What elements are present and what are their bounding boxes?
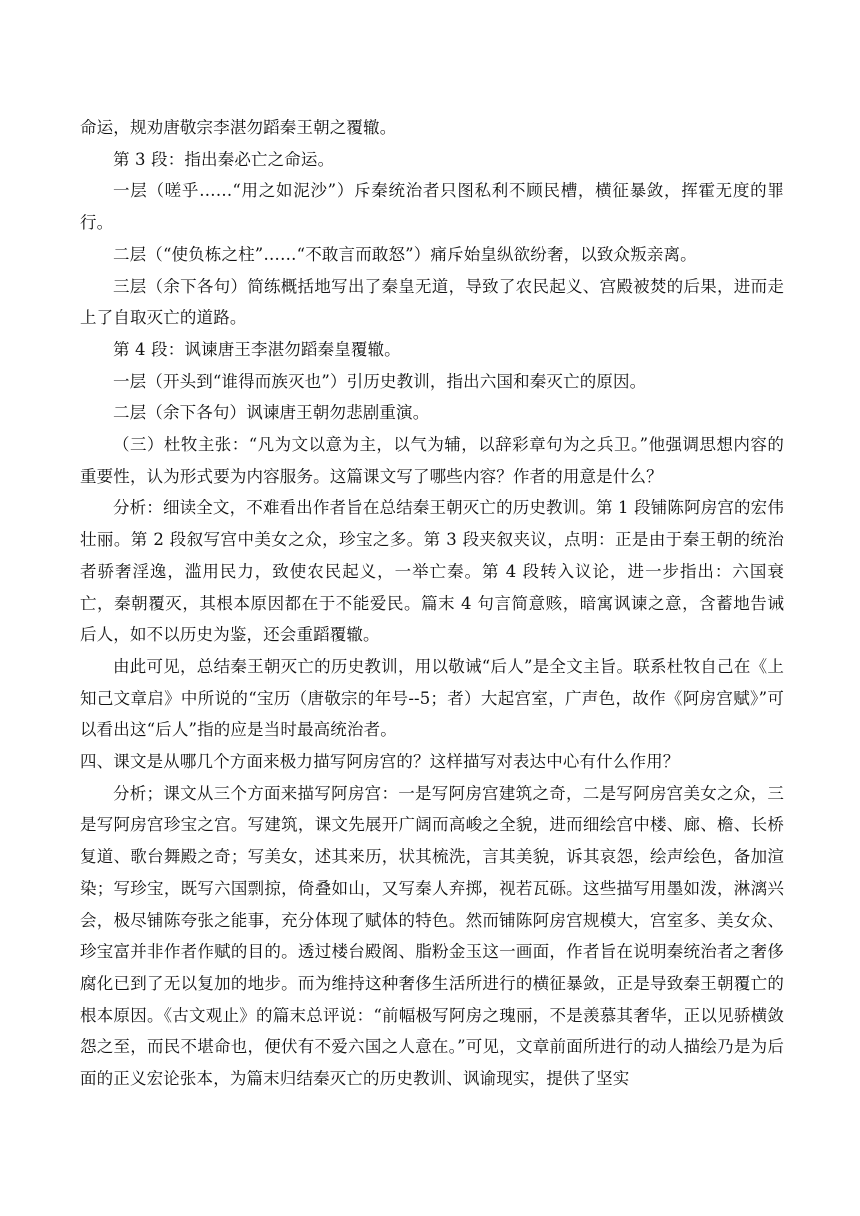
- paragraph-conclusion-3: 由此可见，总结秦王朝灭亡的历史教训，用以敬诫“后人”是全文主旨。联系杜牧自己在《上知己文章启》中所说的“宝历（唐敬宗的年号--5；者）大起宫室，广声色，故作《阿房宫赋》”可以看出这“后人”指的应是当时最高统治者。: [80, 656, 784, 740]
- paragraph-section-4-layer-1: 一层（开头到“谁得而族灭也”）引历史教训，指出六国和秦灭亡的原因。: [113, 371, 647, 391]
- paragraph-section-3-layer-2: 二层（“使负栋之柱”……“不敢言而敢怒”）痛斥始皇纵欲纷奢，以致众叛亲离。: [113, 244, 697, 264]
- paragraph-question-3: （三）杜牧主张：“凡为文以意为主，以气为辅，以辞彩章句为之兵卫。”他强调思想内容的重要性，认为形式要为内容服务。这篇课文写了哪些内容？作者的用意是什么？: [80, 435, 784, 486]
- document-page: [80, 112, 784, 1095]
- paragraph-question-4: 四、课文是从哪几个方面来极力描写阿房宫的？这样描写对表达中心有什么作用？: [80, 752, 680, 772]
- paragraph-section-4-heading: 第 4 段：讽谏唐王李湛勿蹈秦皇覆辙。: [113, 339, 401, 359]
- paragraph-section-3-heading: 第 3 段：指出秦必亡之命运。: [113, 149, 335, 169]
- paragraph-section-3-layer-1: 一层（嗟乎……“用之如泥沙”）斥秦统治者只图私利不顾民槽，横征暴敛，挥霍无度的罪行。: [80, 181, 784, 233]
- paragraph-analysis-3: 分析：细读全文，不难看出作者旨在总结秦王朝灭亡的历史教训。第 1 段铺陈阿房宫的宏伟壮丽。第 2 段叙写宫中美女之众，珍宝之多。第 3 段夹叙夹议，点明：正是由于秦王朝的统治者骄奢淫逸，滥用民力，致使农民起义，一举亡秦。第 4 段转入议论，进一步指出：六国衰亡，秦朝覆灭，其根本原因都在于不能爱民。篇末 4 句言简意赅，暗寓讽谏之意，含蓄地告诫后人，如不以历史为鉴，还会重蹈覆辙。: [80, 498, 784, 645]
- paragraph-section-4-layer-2: 二层（余下各句）讽谏唐王朝勿悲剧重演。: [113, 403, 430, 423]
- paragraph-continuation: 命运，规劝唐敬宗李湛勿蹈秦王朝之覆辙。: [80, 118, 397, 137]
- paragraph-section-3-layer-3: 三层（余下各句）简练概括地写出了秦皇无道，导致了农民起义、宫殿被焚的后果，进而走上了自取灭亡的道路。: [80, 276, 784, 328]
- paragraph-analysis-4: 分析；课文从三个方面来描写阿房宫：一是写阿房宫建筑之奇，二是写阿房宫美女之众，三是写阿房宫珍宝之宫。写建筑，课文先展开广阔而高峻之全貌，进而细绘宫中楼、廊、檐、长桥复道、歌台舞殿之奇；写美女，述其来历，状其梳洗，言其美貌，诉其哀怨，绘声绘色，备加渲染；写珍宝，既写六国剽掠，倚叠如山，又写秦人弃掷，视若瓦砾。这些描写用墨如泼，淋漓兴会，极尽铺陈夸张之能事，充分体现了赋体的特色。然而铺陈阿房宫规模大，宫室多、美女众、珍宝富并非作者作赋的目的。透过楼台殿阁、脂粉金玉这一画面，作者旨在说明秦统治者之奢侈腐化已到了无以复加的地步。而为维持这种奢侈生活所进行的横征暴敛，正是导致秦王朝覆亡的根本原因。《古文观止》的篇末总评说：“前幅极写阿房之瑰丽，不是羡慕其奢华，正以见骄横敛怨之至，而民不堪命也，便伏有不爱六国之人意在。”可见，文章前面所进行的动人描绘乃是为后面的正义宏论张本，为篇末归结秦灭亡的历史教训、讽谕现实，提供了坚实: [80, 783, 784, 1089]
